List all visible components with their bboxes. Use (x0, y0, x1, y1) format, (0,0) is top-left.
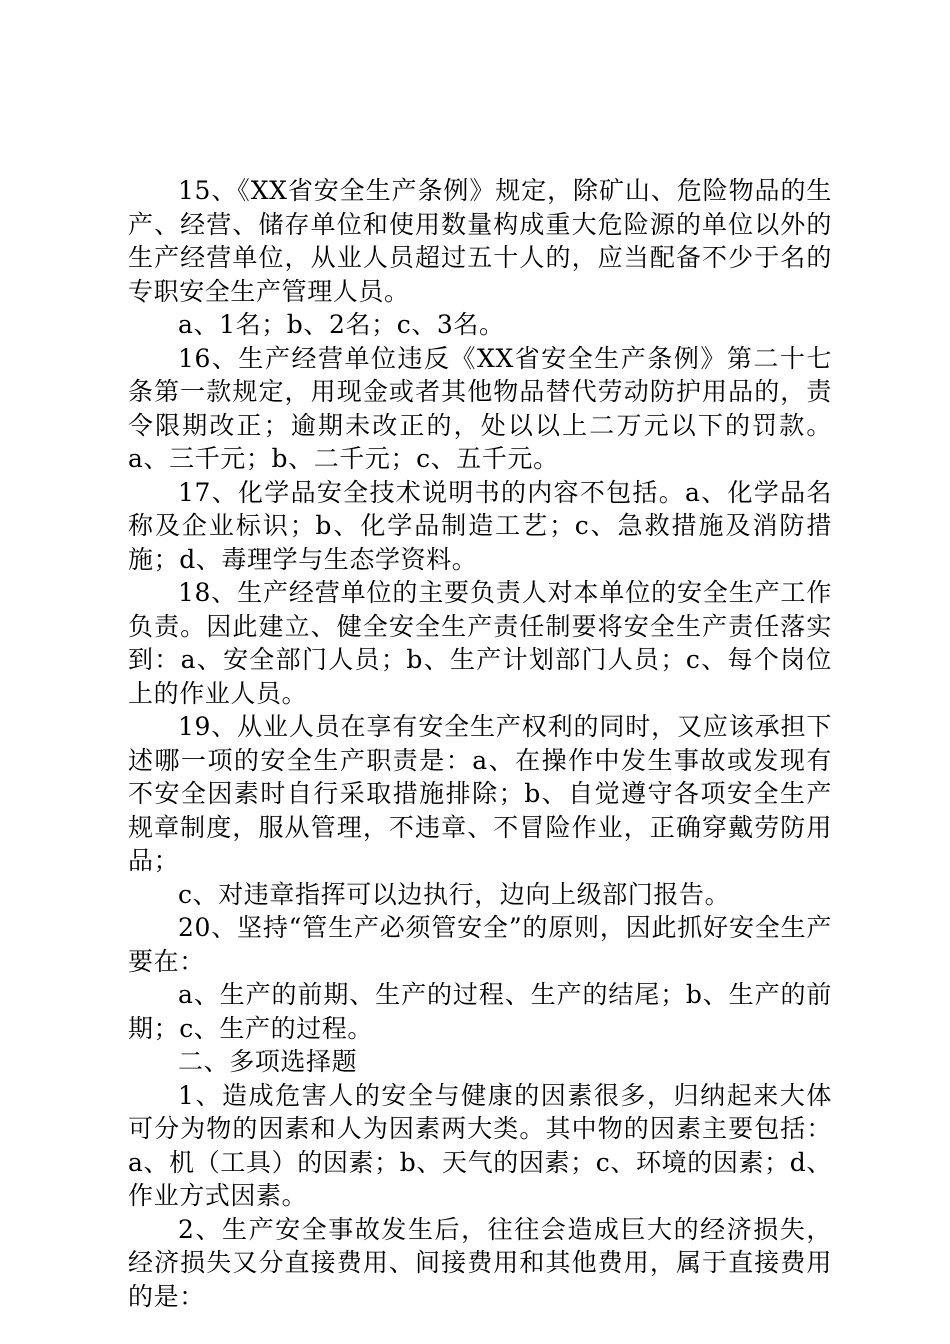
paragraph-q19-option-c: c、对违章指挥可以边执行，边向上级部门报告。 (178, 879, 731, 909)
paragraph-q19: 19、从业人员在享有安全生产权利的同时，又应该承担下述哪一项的安全生产职责是：a、在操作中发生事故或发现有不安全因素时自行采取措施排除；b、自觉遵守各项安全生产规章制度，服从管理，不违章、不冒险作业，正确穿戴劳防用品； (128, 712, 832, 875)
paragraph-q15: 15、《XX省安全生产条例》规定，除矿山、危险物品的生产、经营、储存单位和使用数量构成重大危险源的单位以外的生产经营单位，从业人员超过五十人的，应当配备不少于名的专职安全生产管理人员。 (128, 176, 832, 306)
paragraph-mq1: 1、造成危害人的安全与健康的因素很多，归纳起来大体可分为物的因素和人为因素两大类。其中物的因素主要包括：a、机（工具）的因素；b、天气的因素；c、环境的因素；d、作业方式因素。 (128, 1080, 832, 1210)
paragraph-q18: 18、生产经营单位的主要负责人对本单位的安全生产工作负责。因此建立、健全安全生产责任制要将安全生产责任落实到：a、安全部门人员；b、生产计划部门人员；c、每个岗位上的作业人员。 (128, 578, 832, 708)
document-body (128, 174, 832, 1313)
paragraph-q16: 16、生产经营单位违反《XX省安全生产条例》第二十七条第一款规定，用现金或者其他物品替代劳动防护用品的，责令限期改正；逾期未改正的，处以以上二万元以下的罚款。a、三千元；b、二千元；c、五千元。 (128, 343, 832, 473)
paragraph-q15-options: a、1名；b、2名；c、3名。 (178, 310, 505, 339)
paragraph-q17: 17、化学品安全技术说明书的内容不包括。a、化学品名称及企业标识；b、化学品制造工艺；c、急救措施及消防措施；d、毒理学与生态学资料。 (128, 477, 832, 574)
paragraph-q20-options: a、生产的前期、生产的过程、生产的结尾；b、生产的前期；c、生产的过程。 (128, 980, 832, 1043)
paragraph-mq2: 2、生产安全事故发生后，往往会造成巨大的经济损失，经济损失又分直接费用、间接费用和其他费用，属于直接费用的是： (128, 1214, 832, 1311)
paragraph-q20: 20、坚持“管生产必须管安全”的原则，因此抓好安全生产要在： (128, 913, 832, 976)
section-heading-multiple-choice: 二、多项选择题 (178, 1047, 358, 1076)
